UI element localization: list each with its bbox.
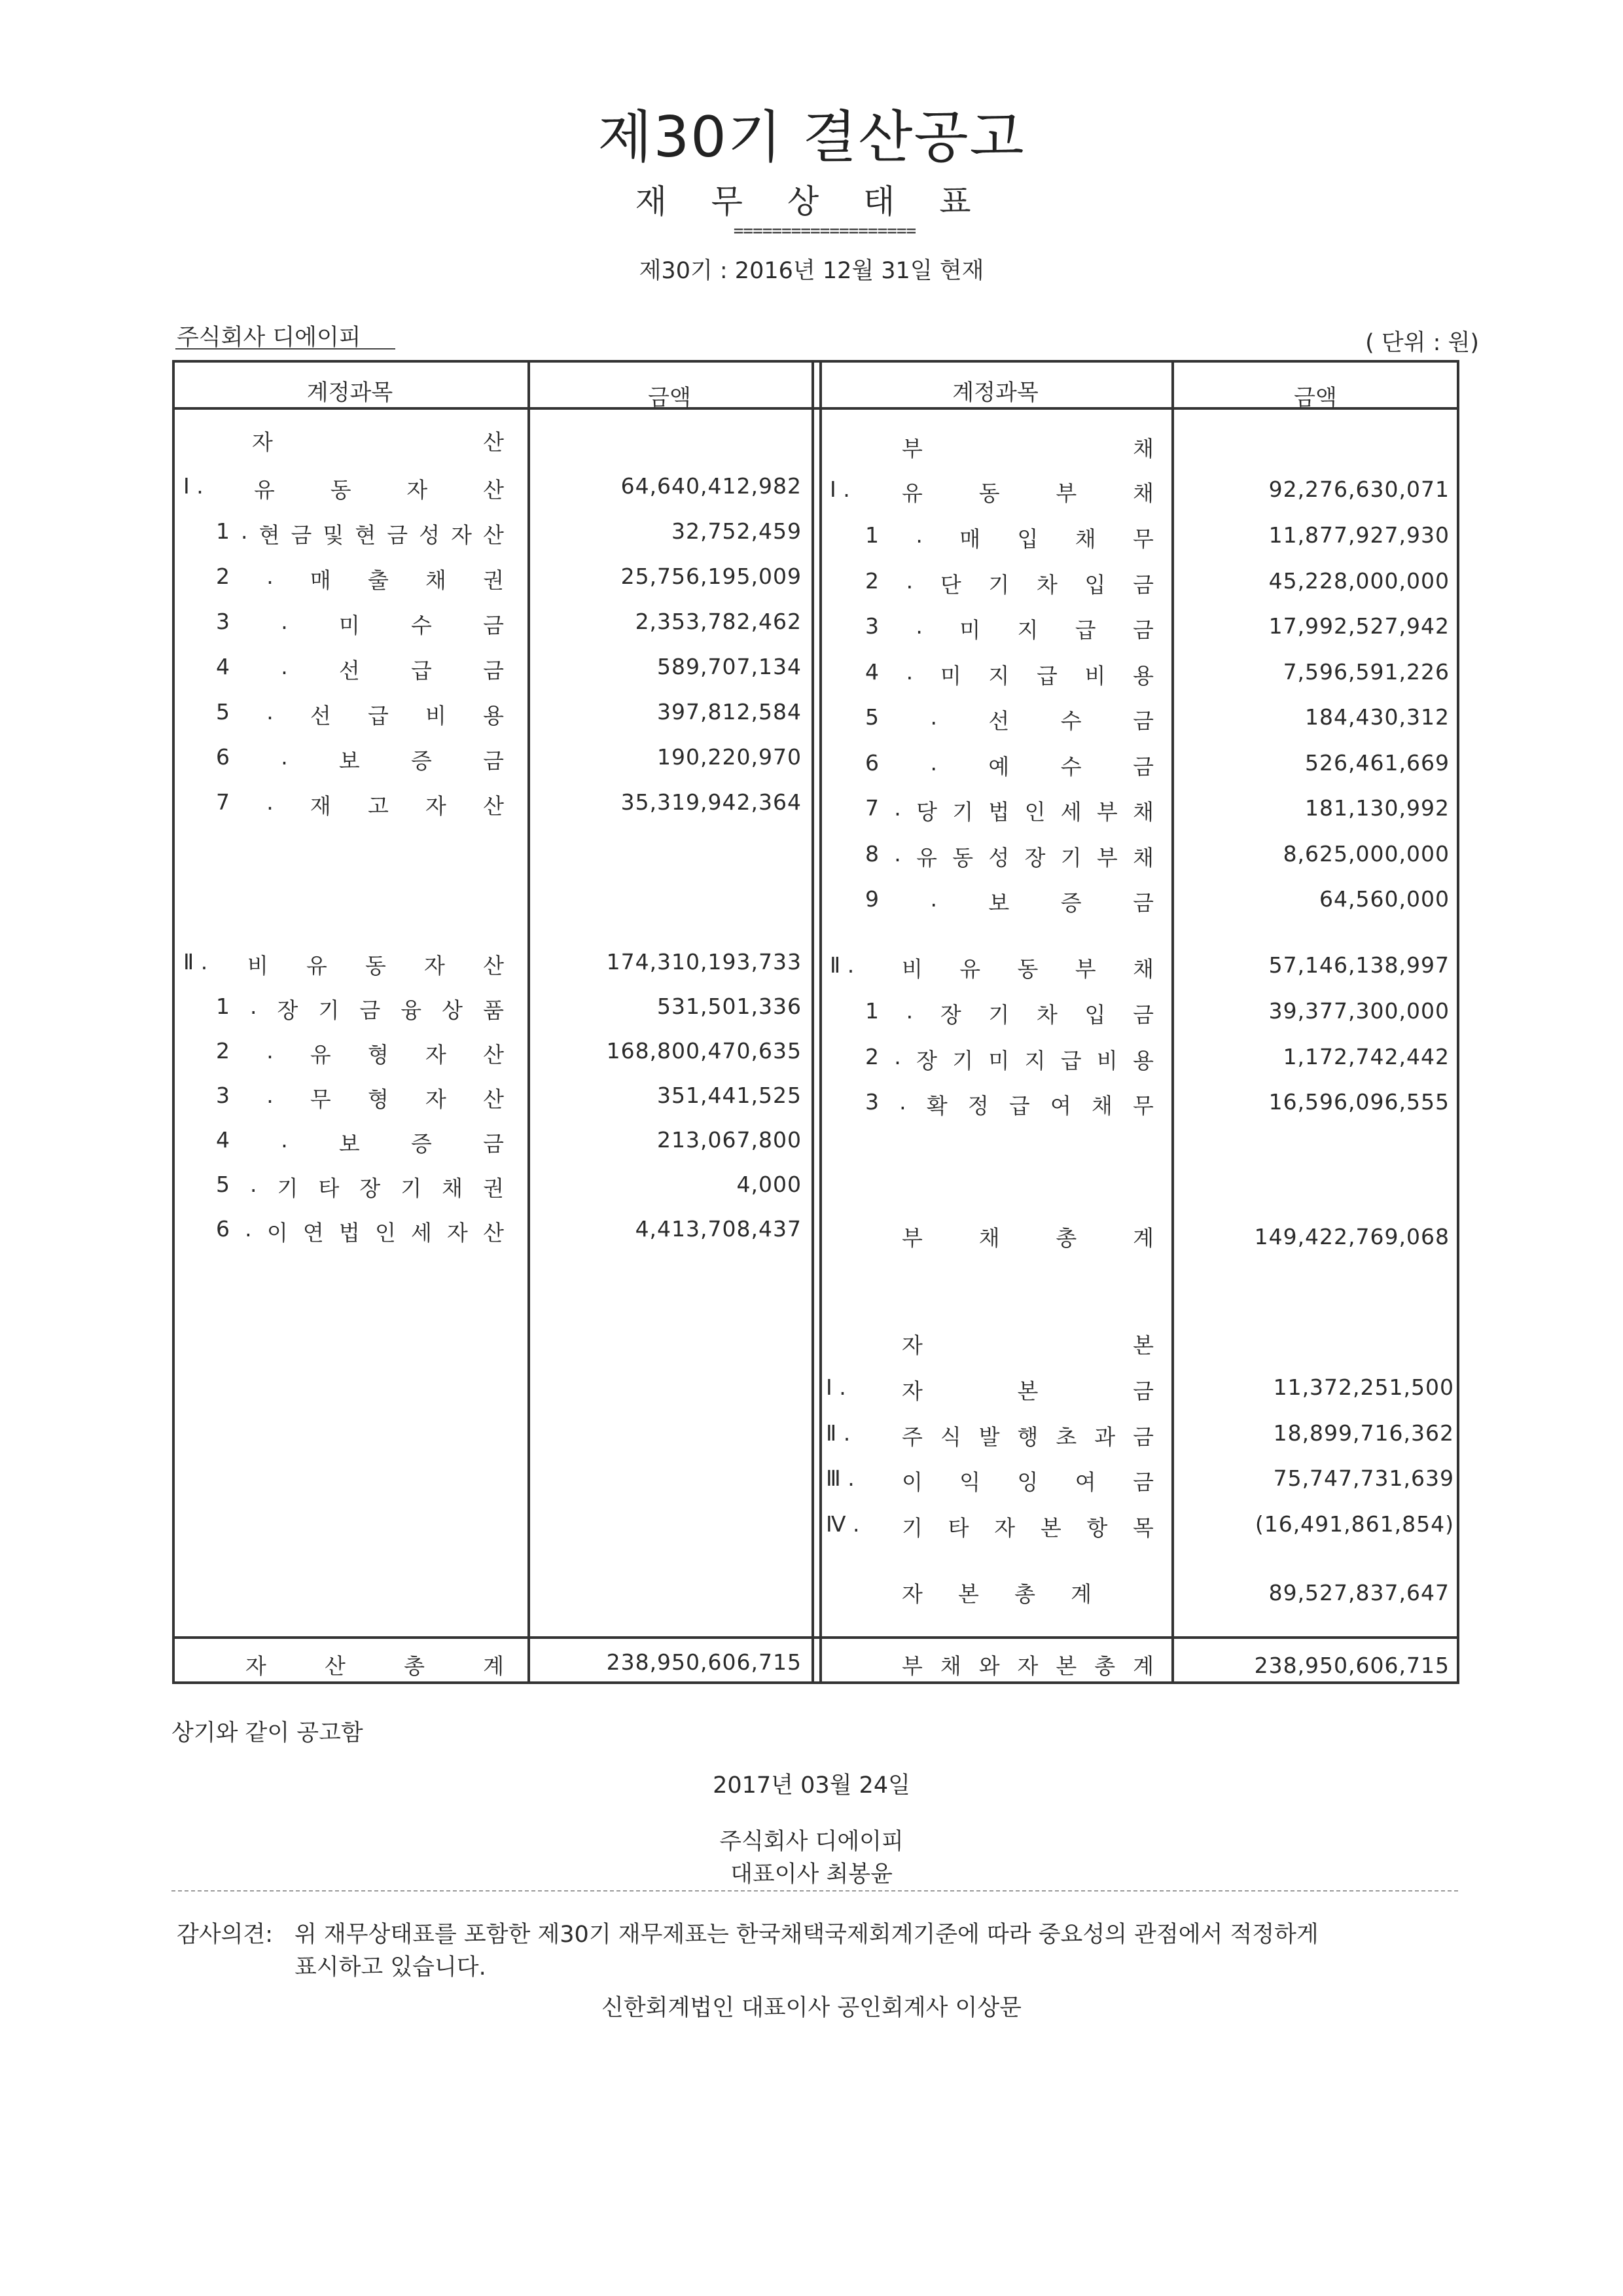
asset-noncurrent-label: 비 유 동 자 산 [247, 953, 504, 978]
asset-item-amount: 2,353,782,462 [635, 609, 802, 634]
asset-item-label: 4 . 선 급 금 [216, 654, 504, 683]
asset-item-amount: 4,000 [736, 1172, 802, 1197]
unit-label: ( 단위 : 원) [1365, 330, 1479, 356]
company-name: 주식회사 디에이피 [177, 325, 361, 351]
asset-noncurrent-amount: 174,310,193,733 [606, 949, 802, 975]
asset-item-label: 1 . 현 금 및 현 금 성 자 산 [216, 518, 504, 548]
asset-current-amount: 64,640,412,982 [620, 473, 802, 499]
col-divider-3 [1171, 360, 1174, 1684]
asset-item-amount: 190,220,970 [657, 744, 802, 770]
liab-item-amount: 8,625,000,000 [1283, 840, 1450, 867]
liab-item-amount: 7,596,591,226 [1283, 658, 1450, 685]
col-divider-2b [819, 360, 822, 1684]
asset-item-label: 2 . 매 출 채 권 [216, 564, 504, 593]
asset-item-amount: 351,441,525 [657, 1083, 802, 1108]
footer-company: 주식회사 디에이피 [719, 1829, 904, 1855]
liab-item-label: 9 . 보 증 금 [865, 886, 1154, 916]
liab-item-label: 5 . 선 수 금 [865, 704, 1154, 734]
liab-item-amount: 39,377,300,000 [1268, 998, 1450, 1024]
equity-item-roman: Ⅰ . [826, 1374, 846, 1400]
equity-section-heading: 자 본 [902, 1333, 1154, 1358]
asset-total-amount: 238,950,606,715 [606, 1649, 802, 1675]
asset-item-label: 2 . 유 형 자 산 [216, 1038, 504, 1067]
equity-item-label: 기 타 자 본 항 목 [902, 1515, 1154, 1541]
audit-opinion-line1: 위 재무상태표를 포함한 제30기 재무제표는 한국채택국제회계기준에 따라 중요성의 관점에서 적정하게 [294, 1922, 1319, 1948]
asset-item-amount: 32,752,459 [671, 518, 802, 544]
liab-item-amount: 16,596,096,555 [1268, 1089, 1450, 1115]
liab-item-amount: 11,877,927,930 [1268, 522, 1450, 548]
grand-total-amount: 238,950,606,715 [1254, 1653, 1450, 1678]
statement-title: 재 무 상 태 표 [635, 183, 988, 221]
liab-noncurrent-label: 비 유 동 부 채 [902, 956, 1154, 982]
page-title: 제30기 결산공고 [597, 105, 1026, 170]
equity-item-roman: Ⅱ . [826, 1420, 851, 1446]
liab-item-label: 1 . 장 기 차 입 금 [865, 998, 1154, 1028]
liab-item-amount: 17,992,527,942 [1268, 613, 1450, 639]
asset-item-label: 4 . 보 증 금 [216, 1127, 504, 1157]
asset-item-label: 1 . 장 기 금 융 상 품 [216, 994, 504, 1023]
liab-item-amount: 526,461,669 [1305, 749, 1450, 776]
equity-item-label: 이 익 잉 여 금 [902, 1469, 1154, 1495]
asset-current-roman: Ⅰ . [183, 473, 204, 499]
asset-total-label: 자 산 총 계 [245, 1653, 504, 1679]
as-of-date: 제30기 : 2016년 12월 31일 현재 [639, 258, 984, 284]
footer-divider [171, 1890, 1458, 1892]
asset-item-amount: 589,707,134 [657, 654, 802, 679]
liab-item-label: 3 . 확 정 급 여 채 무 [865, 1089, 1154, 1119]
liab-item-amount: 1,172,742,442 [1283, 1043, 1450, 1069]
liab-item-label: 4 . 미 지 급 비 용 [865, 658, 1154, 689]
equity-item-roman: Ⅳ . [826, 1511, 860, 1537]
notice-text: 상기와 같이 공고함 [171, 1720, 363, 1746]
liab-current-amount: 92,276,630,071 [1268, 476, 1450, 502]
liab-noncurrent-amount: 57,146,138,997 [1268, 952, 1450, 978]
asset-item-amount: 531,501,336 [657, 994, 802, 1019]
asset-current-label: 유 동 자 산 [254, 477, 504, 503]
equity-item-amount: 11,372,251,500 [1273, 1374, 1454, 1400]
asset-item-amount: 213,067,800 [657, 1127, 802, 1153]
equity-item-amount: (16,491,861,854) [1255, 1511, 1454, 1537]
auditor-name: 신한회계법인 대표이사 공인회계사 이상문 [601, 1995, 1022, 2021]
header-asset-amount: 금액 [648, 385, 691, 411]
liab-current-roman: Ⅰ . [830, 476, 850, 502]
header-liab-account: 계정과목 [952, 380, 1039, 406]
liab-item-amount: 64,560,000 [1319, 886, 1450, 912]
col-divider-1 [527, 360, 530, 1684]
total-divider [172, 1636, 1459, 1639]
liab-item-label: 2 . 장 기 미 지 급 비 용 [865, 1043, 1154, 1073]
asset-noncurrent-roman: Ⅱ . [183, 949, 208, 975]
grand-total-label: 부 채 와 자 본 총 계 [902, 1653, 1154, 1679]
equity-item-label: 자 본 금 [902, 1378, 1154, 1404]
footer-ceo: 대표이사 최봉윤 [730, 1861, 893, 1888]
equity-item-label: 주 식 발 행 초 과 금 [902, 1424, 1154, 1450]
asset-item-amount: 4,413,708,437 [635, 1216, 802, 1242]
title-underline: =================== [733, 221, 916, 241]
asset-section-heading: 자 산 [252, 429, 504, 455]
company-underline [175, 348, 395, 350]
audit-opinion-line2: 표시하고 있습니다. [294, 1954, 486, 1981]
equity-item-amount: 18,899,716,362 [1273, 1420, 1454, 1446]
col-divider-2 [812, 360, 814, 1684]
liab-total-amount: 149,422,769,068 [1254, 1224, 1450, 1249]
liab-section-heading: 부 채 [902, 436, 1154, 461]
asset-item-label: 3 . 무 형 자 산 [216, 1083, 504, 1112]
liab-item-label: 6 . 예 수 금 [865, 749, 1154, 780]
liab-item-label: 3 . 미 지 급 금 [865, 613, 1154, 643]
asset-item-label: 6 . 보 증 금 [216, 744, 504, 774]
notice-date: 2017년 03월 24일 [713, 1772, 910, 1799]
liab-item-label: 2 . 단 기 차 입 금 [865, 567, 1154, 598]
equity-item-roman: Ⅲ . [826, 1465, 855, 1491]
equity-total-label: 자 본 총 계 [902, 1581, 1092, 1607]
asset-item-label: 5 . 선 급 비 용 [216, 699, 504, 728]
equity-item-amount: 75,747,731,639 [1273, 1465, 1454, 1491]
asset-item-label: 7 . 재 고 자 산 [216, 789, 504, 819]
asset-item-label: 3 . 미 수 금 [216, 609, 504, 638]
equity-total-amount: 89,527,837,647 [1268, 1580, 1450, 1605]
liab-item-amount: 184,430,312 [1305, 704, 1450, 730]
asset-item-amount: 168,800,470,635 [606, 1038, 802, 1064]
asset-item-label: 6 . 이 연 법 인 세 자 산 [216, 1216, 504, 1246]
audit-label: 감사의견: [177, 1922, 274, 1948]
liab-item-label: 1 . 매 입 채 무 [865, 522, 1154, 552]
liab-item-amount: 45,228,000,000 [1268, 567, 1450, 594]
asset-item-amount: 35,319,942,364 [620, 789, 802, 815]
liab-noncurrent-roman: Ⅱ . [830, 952, 855, 978]
liab-item-label: 7 . 당 기 법 인 세 부 채 [865, 795, 1154, 825]
asset-item-amount: 397,812,584 [657, 699, 802, 725]
liab-total-label: 부 채 총 계 [902, 1225, 1154, 1251]
liab-current-label: 유 동 부 채 [902, 480, 1154, 506]
liab-item-amount: 181,130,992 [1305, 795, 1450, 821]
header-asset-account: 계정과목 [306, 380, 393, 406]
header-liab-amount: 금액 [1294, 385, 1337, 411]
asset-item-label: 5 . 기 타 장 기 채 권 [216, 1172, 504, 1201]
asset-item-amount: 25,756,195,009 [620, 564, 802, 589]
liab-item-label: 8 . 유 동 성 장 기 부 채 [865, 840, 1154, 870]
